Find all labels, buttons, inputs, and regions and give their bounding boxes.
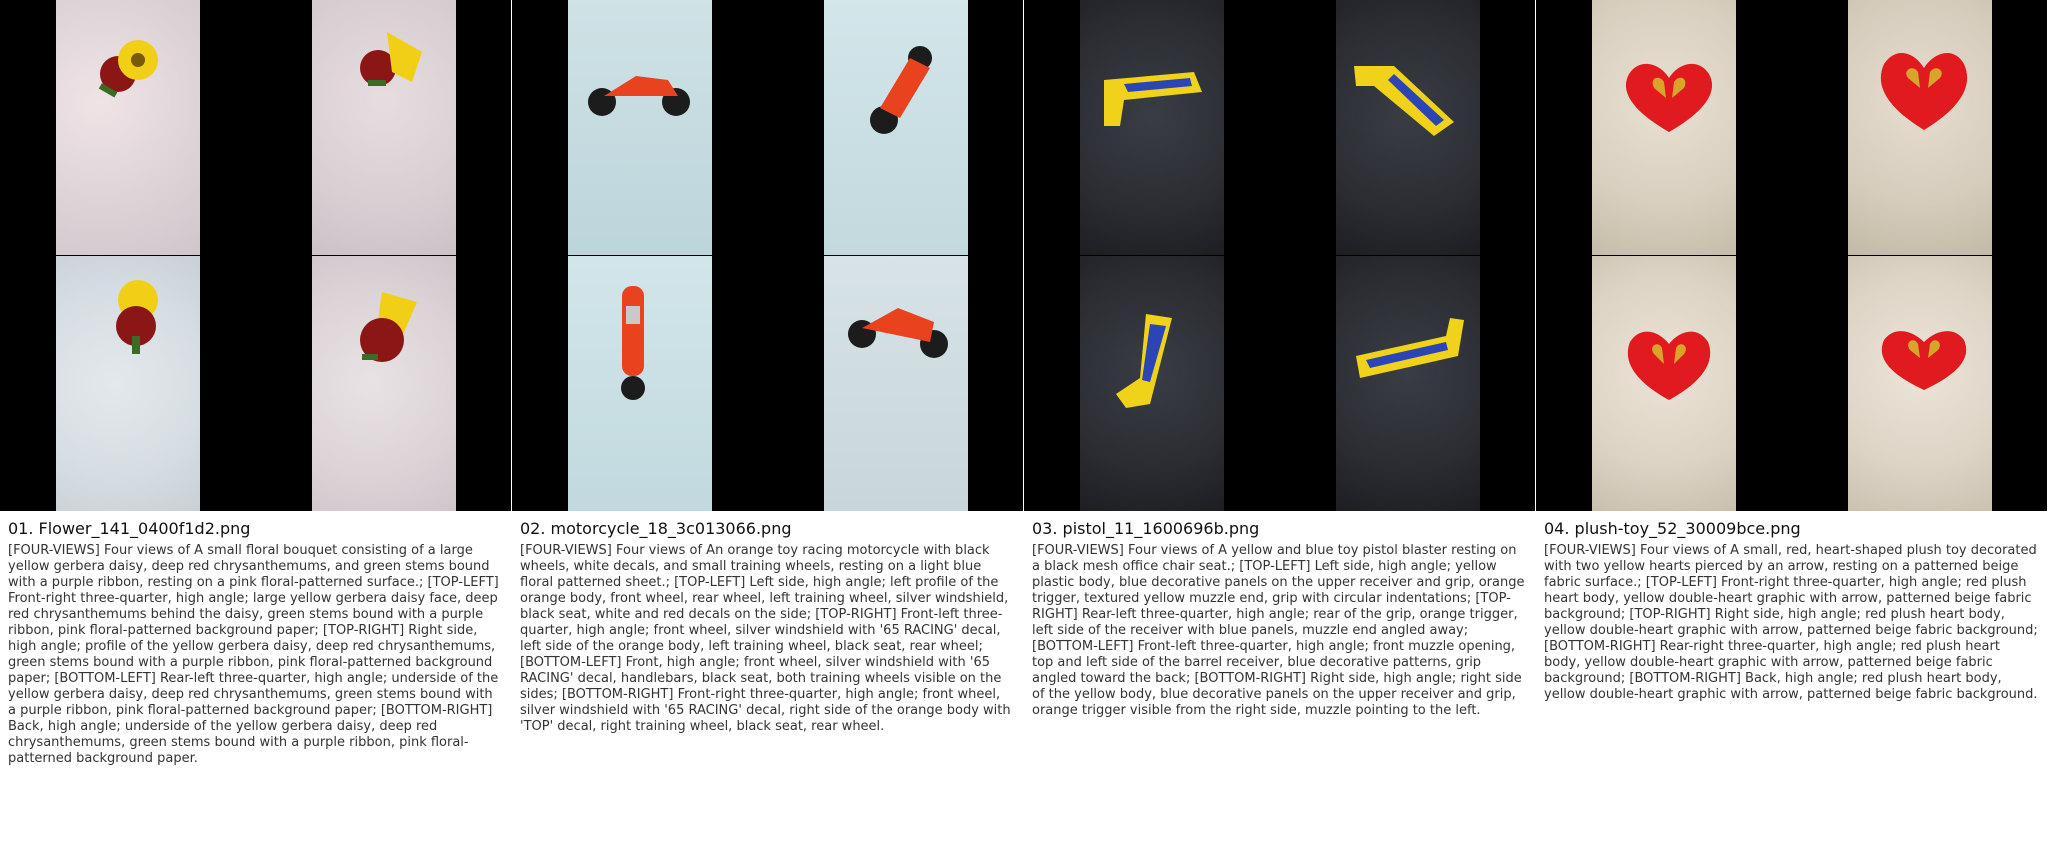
item-3-title: 03. pistol_11_1600696b.png: [1032, 519, 1260, 538]
item-4: [1536, 0, 2048, 855]
heart-plush-icon: [1614, 52, 1724, 142]
flower-icon: [342, 22, 432, 102]
item-3-image: [1024, 0, 1535, 511]
view-top-left: [1592, 0, 1736, 255]
item-2-description: [FOUR-VIEWS] Four views of An orange toy racing motorcycle with black wheels, white decals, and small training wheels, resting on a light blue floral patterned sheet.; [TOP-LEFT] Left side, high angle; left profile of the orange body, front wheel, rear wheel, left training wheel, silver windshield, black seat, white and red decals on the side; [TOP-RIGHT] Front-left three-quarter, high angle; front wheel, silver windshield with '65 RACING' decal, left side of the orange body, left training wheel, black seat, rear wheel; [BOTTOM-LEFT] Front, high angle; front wheel, silver windshield with '65 RACING' decal, handlebars, black seat, both training wheels visible on the sides; [BOTTOM-RIGHT] Front-right three-quarter, high angle; front wheel, silver windshield with '65 RACING' decal, right side of the orange body with 'TOP' decal, right training wheel, black seat, rear wheel.: [520, 543, 1011, 734]
view-bottom-left: [568, 256, 712, 511]
view-top-right: [824, 0, 968, 255]
flower-icon: [86, 28, 166, 108]
item-2-title: 02. motorcycle_18_3c013066.png: [520, 519, 792, 538]
flower-icon: [342, 282, 432, 372]
heart-plush-icon: [1868, 40, 1980, 140]
pistol-icon: [1344, 52, 1464, 142]
motorcycle-icon: [850, 38, 940, 138]
view-top-right: [312, 0, 456, 255]
view-bottom-right: [1336, 256, 1480, 511]
pistol-icon: [1346, 306, 1466, 386]
item-1-description: [FOUR-VIEWS] Four views of A small floral bouquet consisting of a large yellow gerbera daisy, deep red chrysanthemums, and green stems bound with a purple ribbon, resting on a pink floral-patterned surface.; [TOP-LEFT] Front-right three-quarter, high angle; large yellow gerbera daisy face, deep red chrysanthemums behind the daisy, green stems bound with a purple ribbon, pink floral-patterned background paper; [TOP-RIGHT] Right side, high angle; profile of the yellow gerbera daisy, deep red chrysanthemums, green stems bound with a purple ribbon, pink floral-patterned background paper; [BOTTOM-LEFT] Rear-left three-quarter, high angle; underside of the yellow gerbera daisy, deep red chrysanthemums, green stems bound with a purple ribbon, pink floral-patterned background paper; [BOTTOM-RIGHT] Back, high angle; underside of the yellow gerbera daisy, deep red chrysanthemums, green stems bound with a purple ribbon, pink floral-patterned background paper.: [8, 543, 499, 766]
view-top-left: [568, 0, 712, 255]
item-3: [1024, 0, 1536, 855]
heart-plush-icon: [1868, 318, 1980, 398]
view-bottom-right: [1848, 256, 1992, 511]
heart-plush-icon: [1614, 318, 1724, 408]
motorcycle-icon: [838, 292, 954, 362]
view-top-left: [1080, 0, 1224, 255]
item-3-description: [FOUR-VIEWS] Four views of A yellow and blue toy pistol blaster resting on a black mesh office chair seat.; [TOP-LEFT] Left side, high angle; yellow plastic body, blue decorative panels on the upper receiver and grip, orange trigger, textured yellow muzzle end, grip with circular indentations; [TOP-RIGHT] Rear-left three-quarter, high angle; rear of the grip, orange trigger, left side of the receiver with blue panels, muzzle end angled away; [BOTTOM-LEFT] Front-left three-quarter, high angle; front muzzle opening, top and left side of the barrel receiver, blue decorative patterns, grip angled toward the back; [BOTTOM-RIGHT] Right side, high angle; right side of the yellow body, blue decorative panels on the upper receiver and grip, orange trigger visible from the right side, muzzle pointing to the left.: [1032, 543, 1525, 718]
item-2-image: [512, 0, 1023, 511]
flower-icon: [96, 276, 176, 356]
item-4-description: [FOUR-VIEWS] Four views of A small, red, heart-shaped plush toy decorated with two yellow hearts pierced by an arrow, resting on a patterned beige fabric surface.; [TOP-LEFT] Front-right three-quarter, high angle; red plush heart body, yellow double-heart graphic with arrow, patterned beige fabric background; [TOP-RIGHT] Right side, high angle; red plush heart body, yellow double-heart graphic with arrow, patterned beige fabric background; [BOTTOM-RIGHT] Rear-right three-quarter, high angle; red plush heart body, yellow double-heart graphic with arrow, patterned beige fabric background; [BOTTOM-RIGHT] Back, high angle; red plush heart body, yellow double-heart graphic with arrow, patterned beige fabric background.: [1544, 543, 2038, 702]
pistol-icon: [1094, 62, 1212, 132]
motorcycle-icon: [582, 62, 698, 118]
item-1-title: 01. Flower_141_0400f1d2.png: [8, 519, 251, 538]
motorcycle-icon: [608, 276, 658, 406]
item-1-image: [0, 0, 511, 511]
item-4-title: 04. plush-toy_52_30009bce.png: [1544, 519, 1801, 538]
view-bottom-right: [312, 256, 456, 511]
item-4-image: [1536, 0, 2047, 511]
view-bottom-left: [56, 256, 200, 511]
view-bottom-left: [1080, 256, 1224, 511]
view-bottom-right: [824, 256, 968, 511]
item-1: [0, 0, 512, 855]
item-2: [512, 0, 1024, 855]
view-bottom-left: [1592, 256, 1736, 511]
view-top-right: [1848, 0, 1992, 255]
pistol-icon: [1106, 308, 1176, 418]
view-top-right: [1336, 0, 1480, 255]
view-top-left: [56, 0, 200, 255]
